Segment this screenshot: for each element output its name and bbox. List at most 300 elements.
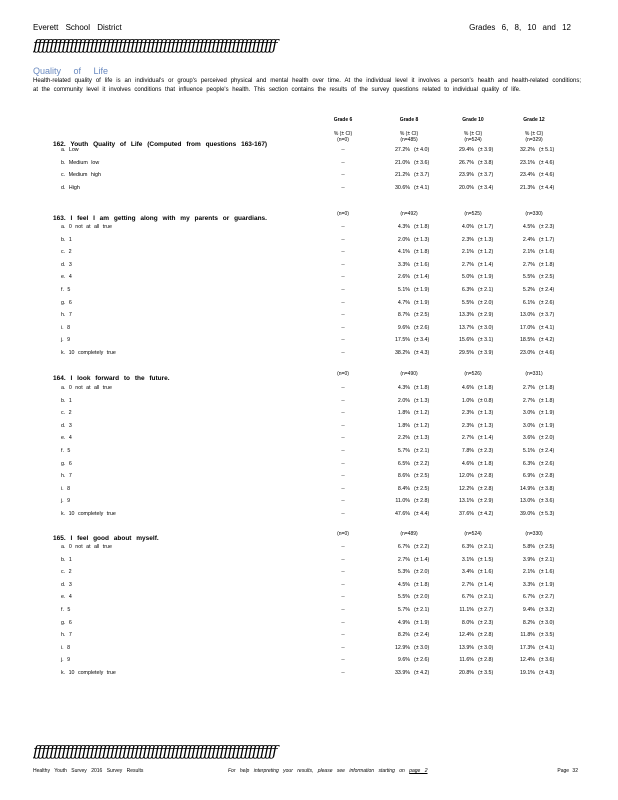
response-label: j. 9 (61, 337, 71, 344)
grade-12-ci: (± 1.8) (539, 397, 555, 404)
grade-8-ci: (± 4.0) (414, 147, 430, 153)
grade-10-value: 2.3% (461, 410, 474, 417)
grade-8-ci: (± 1.9) (414, 287, 430, 293)
grade-6-value: -- (341, 632, 345, 639)
table-row (0, 274, 618, 284)
response-label: k. 10 completely true (61, 670, 116, 676)
grade-12-value: 3.0% (522, 422, 535, 429)
column-header (386, 531, 432, 537)
table-row (0, 607, 618, 617)
grade-8-value: 8.7% (397, 312, 410, 319)
section-title: Quality of Life (33, 66, 109, 76)
grade-12-value: 4.5% (522, 224, 535, 230)
column-header-pct: % (± CI) (399, 131, 419, 137)
grade-8-ci: (± 2.5) (414, 473, 430, 480)
grade-6-value: -- (341, 657, 345, 664)
grade-12-value: 12.4% (519, 657, 535, 664)
grade-12-value: 17.3% (519, 644, 535, 651)
response-label: f. 5 (61, 287, 71, 293)
grade-8-ci: (± 4.1) (414, 184, 430, 191)
column-header (450, 371, 496, 377)
grade-8-value: 21.2% (394, 172, 410, 179)
grade-10-value: 11.1% (459, 607, 474, 613)
grade-10-ci: (± 3.9) (478, 350, 494, 356)
grade-8-value: 5.7% (397, 607, 410, 613)
grade-10-ci: (± 3.7) (478, 172, 494, 179)
grade-6-value: -- (341, 236, 345, 243)
grade-12-ci: (± 3.0) (539, 619, 555, 626)
response-label: e. 4 (61, 274, 72, 281)
grade-12-ci: (± 3.5) (539, 632, 555, 639)
grade-12-ci: (± 1.6) (539, 569, 555, 576)
grade-6-value: -- (341, 607, 345, 613)
question-title: 164. I look forward to the future. (53, 375, 170, 382)
grade-12-ci: (± 1.9) (539, 410, 555, 417)
grade-6-value: -- (341, 498, 345, 505)
table-row (0, 435, 618, 445)
table-row (0, 569, 618, 579)
response-label: d. High (61, 184, 80, 191)
grade-12-ci: (± 2.6) (539, 299, 555, 306)
grade-12-value: 8.2% (522, 619, 535, 626)
response-label: c. 2 (61, 569, 72, 576)
grade-8-ci: (± 1.8) (414, 385, 430, 391)
grade-8-ci: (± 2.2) (414, 544, 430, 550)
footer-page-link[interactable]: page 2 (409, 768, 428, 774)
grade-12-value: 2.7% (522, 397, 535, 404)
grade-8-ci: (± 1.8) (414, 249, 430, 256)
grade-6-value: -- (341, 312, 345, 319)
table-row (0, 486, 618, 496)
response-label: b. 1 (61, 236, 72, 243)
grade-8-ci: (± 3.4) (414, 337, 430, 344)
table-row (0, 172, 618, 182)
response-label: k. 10 completely true (61, 511, 116, 517)
grade-10-ci: (± 2.0) (478, 299, 494, 306)
grade-12-ci: (± 2.5) (539, 274, 555, 281)
grade-10-value: 2.1% (461, 249, 474, 256)
grade-8-ci: (± 2.6) (414, 657, 430, 664)
column-header-pct: % (± CI) (463, 131, 483, 137)
table-row (0, 398, 618, 408)
table-row (0, 224, 618, 234)
grade-10-ci: (± 2.9) (478, 312, 494, 319)
response-label: e. 4 (61, 594, 72, 601)
table-row (0, 237, 618, 247)
grade-10-ci: (± 3.4) (478, 184, 494, 191)
grade-8-value: 4.9% (397, 619, 410, 626)
header-rule: ƒƒƒƒƒƒƒƒƒƒƒƒƒƒƒƒƒƒƒƒƒƒƒƒƒƒƒƒƒƒƒƒƒƒƒƒƒƒƒƒƒƒƒƒƒƒƒƒƒƒƒƒƒƒƒƒƒƒƒƒ (33, 36, 277, 54)
response-label: g. 6 (61, 460, 72, 467)
grade-10-ci: (± 2.1) (478, 594, 494, 601)
grade-10-ci: (± 1.4) (478, 581, 494, 588)
column-header-pct: % (± CI) (333, 131, 353, 137)
column-header (386, 211, 432, 217)
grade-12-ci: (± 4.6) (539, 350, 555, 356)
response-label: g. 6 (61, 619, 72, 626)
table-row (0, 557, 618, 567)
grade-8-ci: (± 1.2) (414, 410, 430, 417)
response-label: j. 9 (61, 657, 71, 664)
question-title: 163. I feel I am getting along with my parents or guardians. (53, 215, 267, 222)
grade-10-value: 11.6% (459, 657, 474, 664)
grade-10-value: 5.5% (461, 299, 474, 306)
grade-10-ci: (± 1.6) (478, 569, 494, 576)
response-label: c. 2 (61, 249, 72, 256)
grade-12-ci: (± 4.6) (539, 159, 555, 166)
table-row (0, 632, 618, 642)
table-row (0, 423, 618, 433)
grade-10-ci: (± 1.2) (478, 249, 494, 256)
grade-10-value: 5.0% (461, 274, 474, 281)
column-header-n: (n=330) (525, 211, 543, 217)
grade-12-ci: (± 2.8) (539, 473, 555, 480)
grade-8-ci: (± 1.8) (414, 581, 430, 588)
column-header-n: (n=331) (525, 371, 543, 377)
grade-10-value: 2.7% (461, 261, 474, 268)
grade-8-value: 30.6% (394, 184, 410, 191)
table-row (0, 385, 618, 395)
column-header (386, 371, 432, 377)
grade-6-value: -- (341, 261, 345, 268)
table-row (0, 620, 618, 630)
grade-8-value: 6.7% (397, 544, 410, 550)
grade-12-value: 3.9% (522, 556, 535, 563)
grade-12-ci: (± 1.9) (539, 581, 555, 588)
section-intro: Health-related quality of life is an individual's or group's perceived physical and mental health over time. At the individual level it involves a person's health and health-related conditions; at the community level it involves conditions that influence people's health. This section contains the results of the survey questions related to individual quality of life. (33, 78, 581, 93)
grade-12-ci: (± 4.1) (539, 324, 555, 331)
grade-8-ci: (± 1.9) (414, 299, 430, 306)
grade-8-ci: (± 4.2) (414, 670, 430, 676)
grade-12-header: Grade 12 (523, 117, 545, 123)
column-header-n: (n=0) (337, 371, 349, 377)
grade-12-ci: (± 2.0) (539, 435, 555, 442)
grade-10-ci: (± 1.3) (478, 422, 494, 429)
table-row (0, 262, 618, 272)
grade-6-value: -- (341, 422, 345, 429)
grade-6-value: -- (341, 619, 345, 626)
grade-8-value: 2.2% (397, 435, 410, 442)
column-header (320, 371, 366, 377)
grade-12-value: 21.3% (519, 184, 535, 191)
column-header-n: (n=524) (464, 531, 482, 537)
column-header-n: (n=490) (400, 371, 418, 377)
column-header-n: (n=485) (400, 137, 418, 143)
grade-8-ci: (± 2.5) (414, 312, 430, 319)
grade-10-ci: (± 1.4) (478, 435, 494, 442)
grade-8-ci: (± 2.2) (414, 460, 430, 467)
response-label: a. Low (61, 147, 79, 153)
footer-help-text (228, 768, 428, 774)
column-header-n: (n=329) (525, 137, 543, 143)
grade-12-value: 6.9% (522, 473, 535, 480)
grade-10-value: 3.4% (461, 569, 474, 576)
response-label: e. 4 (61, 435, 72, 442)
grade-12-ci: (± 3.7) (539, 312, 555, 319)
table-row (0, 325, 618, 335)
grade-12-value: 5.8% (522, 544, 535, 550)
grade-6-value: -- (341, 249, 345, 256)
column-header (511, 531, 557, 537)
grade-8-value: 5.7% (397, 448, 410, 454)
table-row (0, 670, 618, 680)
response-label: a. 0 not at all true (61, 544, 112, 550)
grade-8-value: 2.0% (397, 397, 410, 404)
grade-12-value: 19.1% (519, 670, 535, 676)
grade-12-value: 2.7% (522, 261, 535, 268)
column-header (511, 371, 557, 377)
grade-10-value: 37.6% (458, 511, 474, 517)
grade-8-value: 8.2% (397, 632, 410, 639)
column-header-n: (n=0) (337, 137, 349, 143)
table-row (0, 582, 618, 592)
table-row (0, 300, 618, 310)
grade-10-value: 20.8% (458, 670, 474, 676)
response-label: i. 8 (61, 324, 71, 331)
column-header (386, 131, 432, 143)
grade-12-value: 5.5% (522, 274, 535, 281)
grade-10-ci: (± 3.5) (478, 670, 494, 676)
grade-6-value: -- (341, 159, 345, 166)
grade-10-value: 13.1% (458, 498, 474, 505)
grade-10-ci: (± 3.9) (478, 147, 494, 153)
response-label: g. 6 (61, 299, 72, 306)
grade-8-value: 3.3% (397, 261, 410, 268)
table-row (0, 287, 618, 297)
grade-8-value: 8.4% (397, 485, 410, 492)
grade-8-value: 5.5% (397, 594, 410, 601)
grade-6-value: -- (341, 385, 345, 391)
grade-12-ci: (± 4.2) (539, 337, 555, 344)
grade-8-value: 5.1% (397, 287, 410, 293)
grade-8-ci: (± 1.3) (414, 435, 430, 442)
column-header (320, 531, 366, 537)
grade-10-ci: (± 2.1) (478, 287, 494, 293)
grade-8-ci: (± 1.2) (414, 422, 430, 429)
response-label: i. 8 (61, 644, 71, 651)
grade-6-value: -- (341, 274, 345, 281)
grade-8-ci: (± 1.9) (414, 619, 430, 626)
grade-12-value: 11.8% (520, 632, 535, 639)
grade-12-value: 13.0% (519, 498, 535, 505)
grade-12-value: 6.7% (522, 594, 535, 601)
grade-10-value: 4.6% (461, 385, 474, 391)
grade-12-value: 6.1% (522, 299, 535, 306)
grade-8-ci: (± 1.8) (414, 224, 430, 230)
grade-12-value: 23.0% (519, 350, 535, 356)
grade-8-ci: (± 1.3) (414, 236, 430, 243)
grade-10-value: 29.5% (458, 350, 474, 356)
grade-12-value: 6.3% (522, 460, 535, 467)
grade-6-value: -- (341, 184, 345, 191)
column-header (511, 131, 557, 143)
grade-8-header: Grade 8 (399, 117, 419, 123)
response-label: f. 5 (61, 607, 71, 613)
response-label: i. 8 (61, 485, 71, 492)
grade-8-ci: (± 2.6) (414, 324, 430, 331)
grade-10-ci: (± 2.8) (478, 473, 494, 480)
response-label: h. 7 (61, 473, 72, 480)
column-header-n: (n=525) (464, 211, 482, 217)
grade-10-ci: (± 2.8) (478, 657, 494, 664)
grade-6-value: -- (341, 299, 345, 306)
grade-6-header: Grade 6 (333, 117, 353, 123)
grade-8-ci: (± 3.0) (414, 644, 430, 651)
column-header-n: (n=0) (337, 531, 349, 537)
district-name: Everett School District (33, 23, 122, 32)
response-label: c. Medium high (61, 172, 101, 179)
grade-6-value: -- (341, 644, 345, 651)
grade-10-value: 13.3% (458, 312, 474, 319)
grade-6-value: -- (341, 224, 345, 230)
grade-8-value: 5.3% (397, 569, 410, 576)
grade-10-ci: (± 1.8) (478, 385, 494, 391)
grade-8-value: 4.5% (397, 581, 410, 588)
grade-12-value: 17.0% (519, 324, 535, 331)
grade-8-value: 12.9% (394, 644, 410, 651)
grade-12-ci: (± 3.6) (539, 498, 555, 505)
grade-12-ci: (± 5.3) (539, 511, 555, 517)
grade-6-value: -- (341, 337, 345, 344)
grade-12-ci: (± 4.1) (539, 644, 555, 651)
table-row (0, 657, 618, 667)
grade-8-ci: (± 1.4) (414, 556, 430, 563)
grade-6-value: -- (341, 435, 345, 442)
grade-10-ci: (± 0.8) (478, 397, 494, 404)
grade-6-value: -- (341, 569, 345, 576)
table-row (0, 473, 618, 483)
grade-8-ci: (± 3.7) (414, 172, 430, 179)
response-label: b. 1 (61, 556, 72, 563)
grade-10-ci: (± 1.8) (478, 460, 494, 467)
footer-help-prefix: For help interpreting your results, please see information starting on (228, 768, 405, 774)
grade-6-value: -- (341, 448, 345, 454)
grade-8-value: 9.6% (397, 324, 410, 331)
response-label: f. 5 (61, 448, 71, 454)
grade-6-value: -- (341, 147, 345, 153)
question-title: 162. Youth Quality of Life (Computed from questions 163-167) (53, 141, 268, 148)
footer-page-number: Page 32 (557, 768, 578, 774)
column-header (450, 211, 496, 217)
grade-6-value: -- (341, 324, 345, 331)
grade-10-value: 12.4% (458, 632, 474, 639)
grade-12-ci: (± 2.6) (539, 460, 555, 467)
grade-6-value: -- (341, 594, 345, 601)
grade-10-ci: (± 2.7) (478, 607, 494, 613)
grade-6-value: -- (341, 473, 345, 480)
grade-10-value: 4.6% (461, 460, 474, 467)
grade-12-value: 2.7% (522, 385, 535, 391)
grade-10-value: 15.6% (458, 337, 474, 344)
grade-6-value: -- (341, 670, 345, 676)
grade-8-ci: (± 1.6) (414, 261, 430, 268)
grade-12-value: 5.2% (522, 287, 535, 293)
grade-12-value: 18.5% (519, 337, 535, 344)
grade-8-value: 33.9% (394, 670, 410, 676)
grade-10-ci: (± 4.2) (478, 511, 494, 517)
grade-8-value: 8.6% (397, 473, 410, 480)
grade-10-ci: (± 3.1) (478, 337, 494, 344)
grade-10-ci: (± 1.4) (478, 261, 494, 268)
grade-10-ci: (± 1.3) (478, 410, 494, 417)
grade-12-ci: (± 1.7) (539, 236, 555, 243)
grade-8-ci: (± 2.0) (414, 569, 430, 576)
grade-6-value: -- (341, 287, 345, 293)
grade-10-value: 13.7% (458, 324, 474, 331)
grade-10-value: 20.0% (458, 184, 474, 191)
grade-12-ci: (± 1.9) (539, 422, 555, 429)
grade-12-value: 23.1% (519, 159, 535, 166)
grade-10-value: 2.7% (461, 581, 474, 588)
grade-10-ci: (± 2.8) (478, 632, 494, 639)
grade-12-value: 3.0% (522, 410, 535, 417)
grade-12-ci: (± 5.1) (539, 147, 555, 153)
grade-8-value: 47.6% (394, 511, 410, 517)
grade-10-ci: (± 2.1) (478, 544, 494, 550)
grade-12-value: 2.4% (522, 236, 535, 243)
grade-8-ci: (± 3.6) (414, 159, 430, 166)
grade-6-value: -- (341, 511, 345, 517)
grade-12-value: 2.1% (522, 249, 535, 256)
grade-12-value: 9.4% (522, 607, 535, 613)
grade-8-ci: (± 2.4) (414, 632, 430, 639)
grade-8-value: 4.3% (397, 224, 410, 230)
grade-10-ci: (± 1.7) (478, 224, 494, 230)
grade-10-header: Grade 10 (462, 117, 484, 123)
response-label: h. 7 (61, 312, 72, 319)
grade-12-value: 32.2% (519, 147, 535, 153)
grade-10-value: 2.3% (461, 236, 474, 243)
grade-12-ci: (± 2.1) (539, 556, 555, 563)
grade-8-value: 21.0% (394, 159, 410, 166)
grade-6-value: -- (341, 410, 345, 417)
grade-8-ci: (± 4.4) (414, 511, 430, 517)
response-label: a. 0 not at all true (61, 224, 112, 230)
grade-12-ci: (± 2.3) (539, 224, 555, 230)
grade-12-ci: (± 4.4) (539, 184, 555, 191)
column-header (511, 211, 557, 217)
grade-10-ci: (± 2.8) (478, 485, 494, 492)
grade-12-ci: (± 2.4) (539, 448, 555, 454)
column-header (450, 531, 496, 537)
grade-8-ci: (± 2.5) (414, 485, 430, 492)
grade-6-value: -- (341, 397, 345, 404)
grade-12-ci: (± 2.5) (539, 544, 555, 550)
grade-8-value: 2.6% (397, 274, 410, 281)
response-label: k. 10 completely true (61, 350, 116, 356)
column-header-n: (n=526) (464, 371, 482, 377)
column-header-pct: % (± CI) (524, 131, 544, 137)
table-row (0, 249, 618, 259)
grade-8-value: 38.2% (394, 350, 410, 356)
grade-10-value: 7.8% (461, 448, 474, 454)
grade-10-value: 12.0% (458, 473, 474, 480)
response-label: a. 0 not at all true (61, 385, 112, 391)
table-row (0, 147, 618, 157)
response-label: c. 2 (61, 410, 72, 417)
grade-10-value: 2.3% (461, 422, 474, 429)
grade-6-value: -- (341, 460, 345, 467)
table-row (0, 448, 618, 458)
grade-8-value: 11.0% (395, 498, 410, 505)
grade-8-value: 2.0% (397, 236, 410, 243)
grade-8-value: 9.6% (397, 657, 410, 664)
grade-8-ci: (± 2.0) (414, 594, 430, 601)
grades-label: Grades 6, 8, 10 and 12 (469, 23, 571, 32)
column-header-n: (n=330) (525, 531, 543, 537)
grade-10-value: 13.9% (458, 644, 474, 651)
grade-12-ci: (± 4.3) (539, 670, 555, 676)
